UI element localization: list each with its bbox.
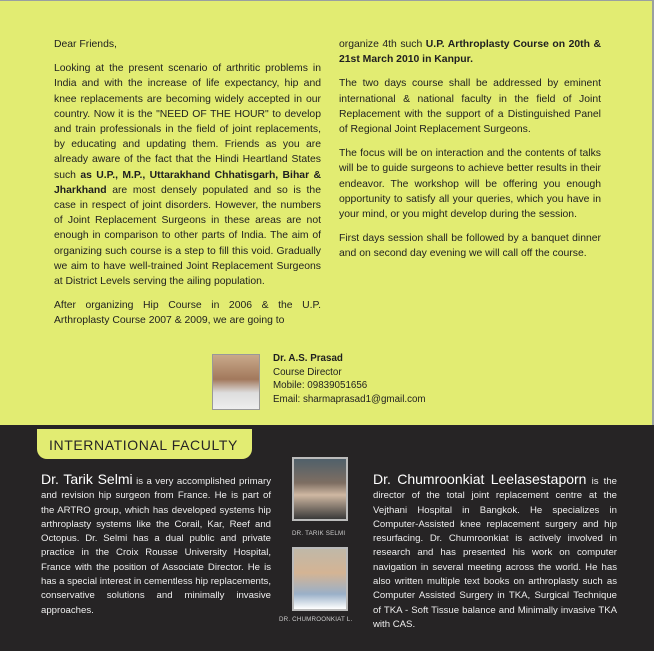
- faculty-bio-selmi: [41, 472, 271, 618]
- letter-greeting: Dear Friends,: [54, 39, 117, 50]
- faculty-caption: DR. TARIK SELMI: [292, 530, 346, 537]
- director-portrait: [212, 354, 260, 410]
- letter-paragraph: First days session shall be followed by a banquet dinner and on second day evening we will call off the course.: [339, 233, 601, 260]
- letter-right-column: [339, 37, 601, 271]
- letter-paragraph: After organizing Hip Course in 2006 & the U.P. Arthroplasty Course 2007 & 2009, we are going to: [54, 300, 321, 327]
- letter-paragraph: organize 4th such U.P. Arthroplasty Course on 20th & 21st March 2010 in Kanpur.: [339, 39, 601, 66]
- director-role: Course Director: [273, 366, 342, 378]
- faculty-name: Dr. Tarik Selmi: [41, 471, 133, 487]
- letter-paragraph: The two days course shall be addressed by eminent international & national faculty in the field of Joint Replacement with the support of a Distinguished Panel of Regional Joint Replacement Surgeons.: [339, 78, 601, 136]
- faculty-bio-chumroonkiat: [373, 472, 617, 632]
- faculty-bio: is a very accomplished primary and revision hip surgeon from France. He is part of the ARTRO group, which has developed systems hip arthroplasty systems like the Corail, Kar, Reef and Octopus. Dr. Selmi has a dual public and private practice in the Croix Rousse University Hospital, France with the position of Associate Director. He is has a special interest in cementless hip replacements, conservative solutions and minimally invasive approaches.: [41, 476, 272, 616]
- signature-details: [273, 352, 426, 406]
- faculty-portrait-chumroonkiat: [292, 547, 348, 611]
- director-name: Dr. A.S. Prasad: [273, 353, 343, 364]
- faculty-bio: is the director of the total joint replacement centre at the Vejthani Hospital in Bangkok. He specializes in Computer-Assisted knee replacement surgery and hip resurfacing. Dr. Chumroonkiat is actively involved in research and has presented his work on computer navigation in several meeting across the world. He has also written multiple text books on arthroplasty such as Computer Assisted Surgery in TKA, Surgical Technique of TKA - Soft Tissue balance and Minimally invasive TKA with CAS.: [373, 476, 617, 630]
- letter-paragraph: The focus will be on interaction and the contents of talks will be to guide surgeons to achieve better results in their endeavor. The workshop will be offering you enough opportunity to satisfy all your queries, which you have in your mind, or you might develop during the session.: [339, 148, 601, 221]
- faculty-portrait-selmi: [292, 457, 348, 521]
- director-mobile: Mobile: 09839051656: [273, 380, 368, 392]
- faculty-caption: DR. CHUMROONKIAT L.: [279, 616, 353, 623]
- director-email: Email: sharmaprasad1@gmail.com: [273, 393, 426, 405]
- letter-paragraph: Looking at the present scenario of arthritic problems in India and with the increase of life expectancy, hip and knee replacements are becoming widely accepted in our country. Now it is the "NEED OF THE HOUR" to develop and train professionals in the field of joint replacements, by educating and updating them. Friends as you are already aware of the fact that the Hindi Heartland States such as U.P., M.P., Uttarakhand Chhatisgarh, Bihar & Jharkhand are most densely populated and so is the case in respect of joint disorders. However, the numbers of Joint Replacement Surgeons in these areas are not enough in comparison to other parts of India. The aim of organizing such course is a step to fill this void. Gradually we aim to have well-trained Joint Replacement Surgeons at District Levels serving the ailing population.: [54, 63, 321, 288]
- faculty-title: INTERNATIONAL FACULTY: [49, 437, 238, 453]
- faculty-name: Dr. Chumroonkiat Leelasestaporn: [373, 471, 587, 487]
- letter-left-column: [54, 37, 321, 338]
